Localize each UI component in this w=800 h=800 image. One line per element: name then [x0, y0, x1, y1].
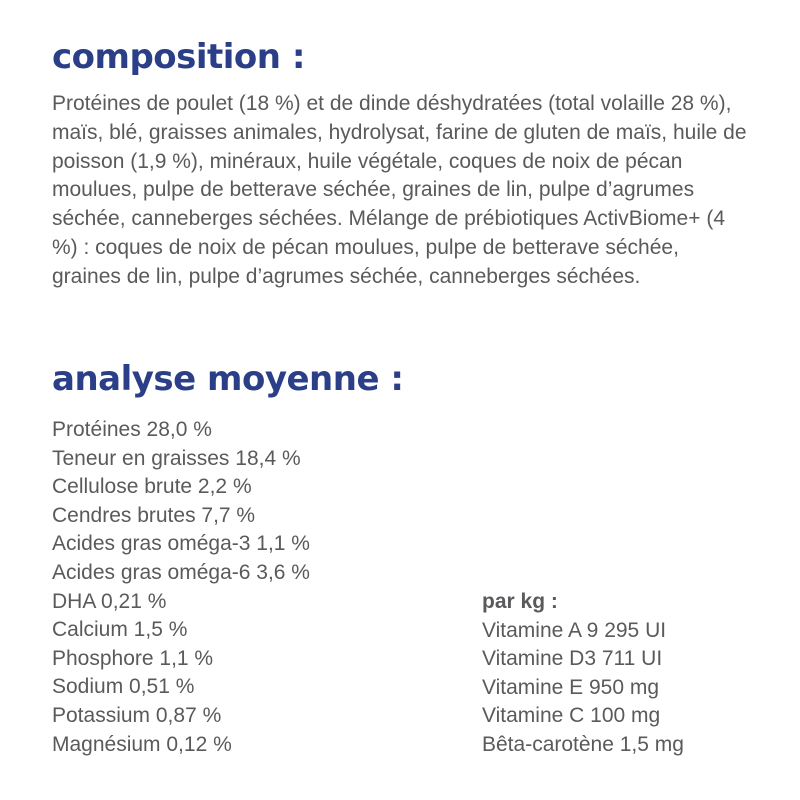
- analysis-item-proteines: Protéines 28,0 %: [52, 418, 212, 441]
- vitamin-a: Vitamine A 9 295 UI: [482, 618, 667, 642]
- analysis-item-omega-6: Acides gras oméga-6 3,6 %: [52, 560, 310, 584]
- analysis-item-dha: DHA 0,21 %: [52, 589, 167, 613]
- analysis-list: [52, 416, 310, 759]
- vitamin-d3: Vitamine D3 711 UI: [482, 647, 663, 671]
- analysis-item-magnesium: Magnésium 0,12 %: [52, 732, 232, 756]
- composition-text: Protéines de poulet (18 %) et de dinde déshydratées (total volaille 28 %), maïs, blé, graisses animales, hydrolysat, farine de gluten de maïs, huile de poisson (1,9 %), minéraux, huile végétale, coques de noix de pécan moulues, pulpe de betterave séchée, graines de lin, pulpe d’agrumes séchée, canneberges séchées. Mélange de prébiotiques ActivBiome+ (4 %) : coques de noix de pécan moulues, pulpe de betterave séchée, graines de lin, pulpe d’agrumes séchée, canneberges séchées.: [52, 92, 747, 288]
- analysis-item-cendres: Cendres brutes 7,7 %: [52, 503, 256, 527]
- analysis-item-calcium: Calcium 1,5 %: [52, 618, 188, 642]
- analysis-item-omega-3: Acides gras oméga-3 1,1 %: [52, 532, 310, 556]
- analysis-item-sodium: Sodium 0,51 %: [52, 675, 195, 699]
- analysis-item-phosphore: Phosphore 1,1 %: [52, 646, 214, 670]
- composition-heading: composition :: [52, 37, 305, 77]
- analysis-item-graisses: Teneur en graisses 18,4 %: [52, 446, 301, 470]
- analysis-heading: analyse moyenne :: [52, 359, 404, 399]
- per-kg-list: [482, 588, 684, 760]
- vitamin-e: Vitamine E 950 mg: [482, 675, 660, 699]
- analysis-item-cellulose: Cellulose brute 2,2 %: [52, 475, 252, 499]
- per-kg-heading: par kg :: [482, 590, 558, 613]
- beta-carotene: Bêta-carotène 1,5 mg: [482, 732, 684, 756]
- analysis-item-potassium: Potassium 0,87 %: [52, 703, 222, 727]
- vitamin-c: Vitamine C 100 mg: [482, 704, 661, 728]
